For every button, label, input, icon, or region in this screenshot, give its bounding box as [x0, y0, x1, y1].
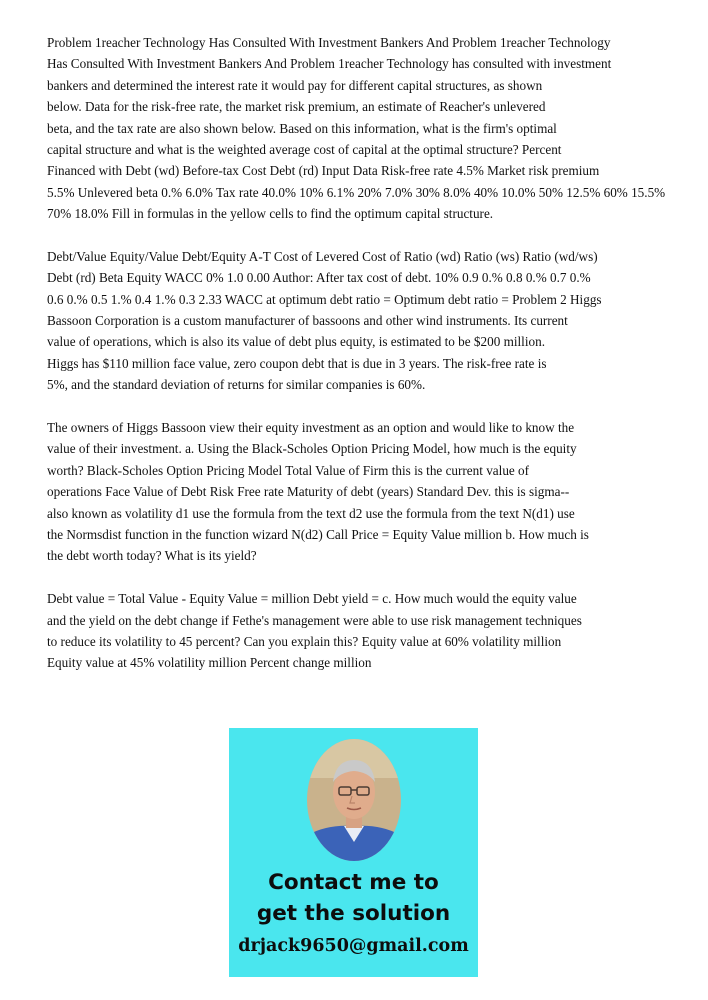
- text-line: The owners of Higgs Bassoon view their equity investment as an option and would like to know the: [47, 420, 575, 436]
- text-line: Financed with Debt (wd) Before-tax Cost Debt (rd) Input Data Risk-free rate 4.5% Market risk premium: [47, 163, 600, 179]
- text-line: Debt (rd) Beta Equity WACC 0% 1.0 0.00 Author: After tax cost of debt. 10% 0.9 0.% 0.8 0.% 0.7 0.%: [47, 270, 591, 286]
- promo-headline-line-1: Contact me to: [268, 870, 439, 895]
- text-line: to reduce its volatility to 45 percent? Can you explain this? Equity value at 60% volatility million: [47, 633, 562, 649]
- text-line: 5.5% Unlevered beta 0.% 6.0% Tax rate 40.0% 10% 6.1% 20% 7.0% 30% 8.0% 40% 10.0% 50% 12.5% 60% 15.5%: [47, 184, 666, 200]
- contact-promo-banner[interactable]: [229, 728, 478, 977]
- paragraph-spacer: [47, 225, 708, 246]
- text-line: 0.6 0.% 0.5 1.% 0.4 1.% 0.3 2.33 WACC at optimum debt ratio = Optimum debt ratio = Problem 2 Higgs: [47, 291, 602, 307]
- text-line: value of operations, which is also its value of debt plus equity, is estimated to be $200 million.: [47, 334, 545, 350]
- person-portrait-icon: [306, 738, 402, 862]
- paragraph-spacer: [47, 567, 708, 588]
- text-line: the debt worth today? What is its yield?: [47, 548, 257, 564]
- text-line: 5%, and the standard deviation of returns for similar companies is 60%.: [47, 377, 426, 393]
- text-line: the Normsdist function in the function wizard N(d2) Call Price = Equity Value million b. How much is: [47, 526, 589, 542]
- text-line: Debt value = Total Value - Equity Value = million Debt yield = c. How much would the equity value: [47, 591, 577, 607]
- text-line: Equity value at 45% volatility million Percent change million: [47, 655, 372, 671]
- text-line: Higgs has $110 million face value, zero coupon debt that is due in 3 years. The risk-free rate is: [47, 355, 547, 371]
- text-line: capital structure and what is the weighted average cost of capital at the optimal structure? Percent: [47, 141, 562, 157]
- paragraph-problem-1-table: [47, 246, 708, 396]
- paragraph-problem-2-questions: [47, 417, 708, 567]
- document-body: [47, 32, 708, 674]
- paragraph-spacer: [47, 396, 708, 417]
- text-line: also known as volatility d1 use the formula from the text d2 use the formula from the text N(d1) use: [47, 505, 575, 521]
- paragraph-problem-1-intro: [47, 32, 708, 225]
- paragraph-problem-2-debt: [47, 588, 708, 674]
- text-line: beta, and the tax rate are also shown below. Based on this information, what is the firm's optimal: [47, 120, 557, 136]
- text-line: Debt/Value Equity/Value Debt/Equity A-T Cost of Levered Cost of Ratio (wd) Ratio (ws) Ratio (wd/ws): [47, 248, 598, 264]
- text-line: and the yield on the debt change if Fethe's management were able to use risk management techniques: [47, 612, 582, 628]
- contact-email-link[interactable]: drjack9650@gmail.com: [238, 936, 469, 956]
- text-line: 70% 18.0% Fill in formulas in the yellow cells to find the optimum capital structure.: [47, 206, 494, 222]
- text-line: Bassoon Corporation is a custom manufacturer of bassoons and other wind instruments. Its current: [47, 313, 568, 329]
- text-line: worth? Black-Scholes Option Pricing Model Total Value of Firm this is the current value of: [47, 462, 530, 478]
- text-line: Problem 1reacher Technology Has Consulted With Investment Bankers And Problem 1reacher Technology: [47, 35, 611, 50]
- text-line: value of their investment. a. Using the Black-Scholes Option Pricing Model, how much is the equity: [47, 441, 577, 457]
- promo-headline-line-2: get the solution: [256, 901, 451, 926]
- text-line: below. Data for the risk-free rate, the market risk premium, an estimate of Reacher's unlevered: [47, 99, 546, 115]
- text-line: bankers and determined the interest rate it would pay for different capital structures, as shown: [47, 77, 543, 93]
- text-line: operations Face Value of Debt Risk Free rate Maturity of debt (years) Standard Dev. this is sigma--: [47, 484, 570, 500]
- promo-headline: [229, 867, 478, 929]
- text-line: Has Consulted With Investment Bankers And Problem 1reacher Technology has consulted with investment: [47, 56, 612, 72]
